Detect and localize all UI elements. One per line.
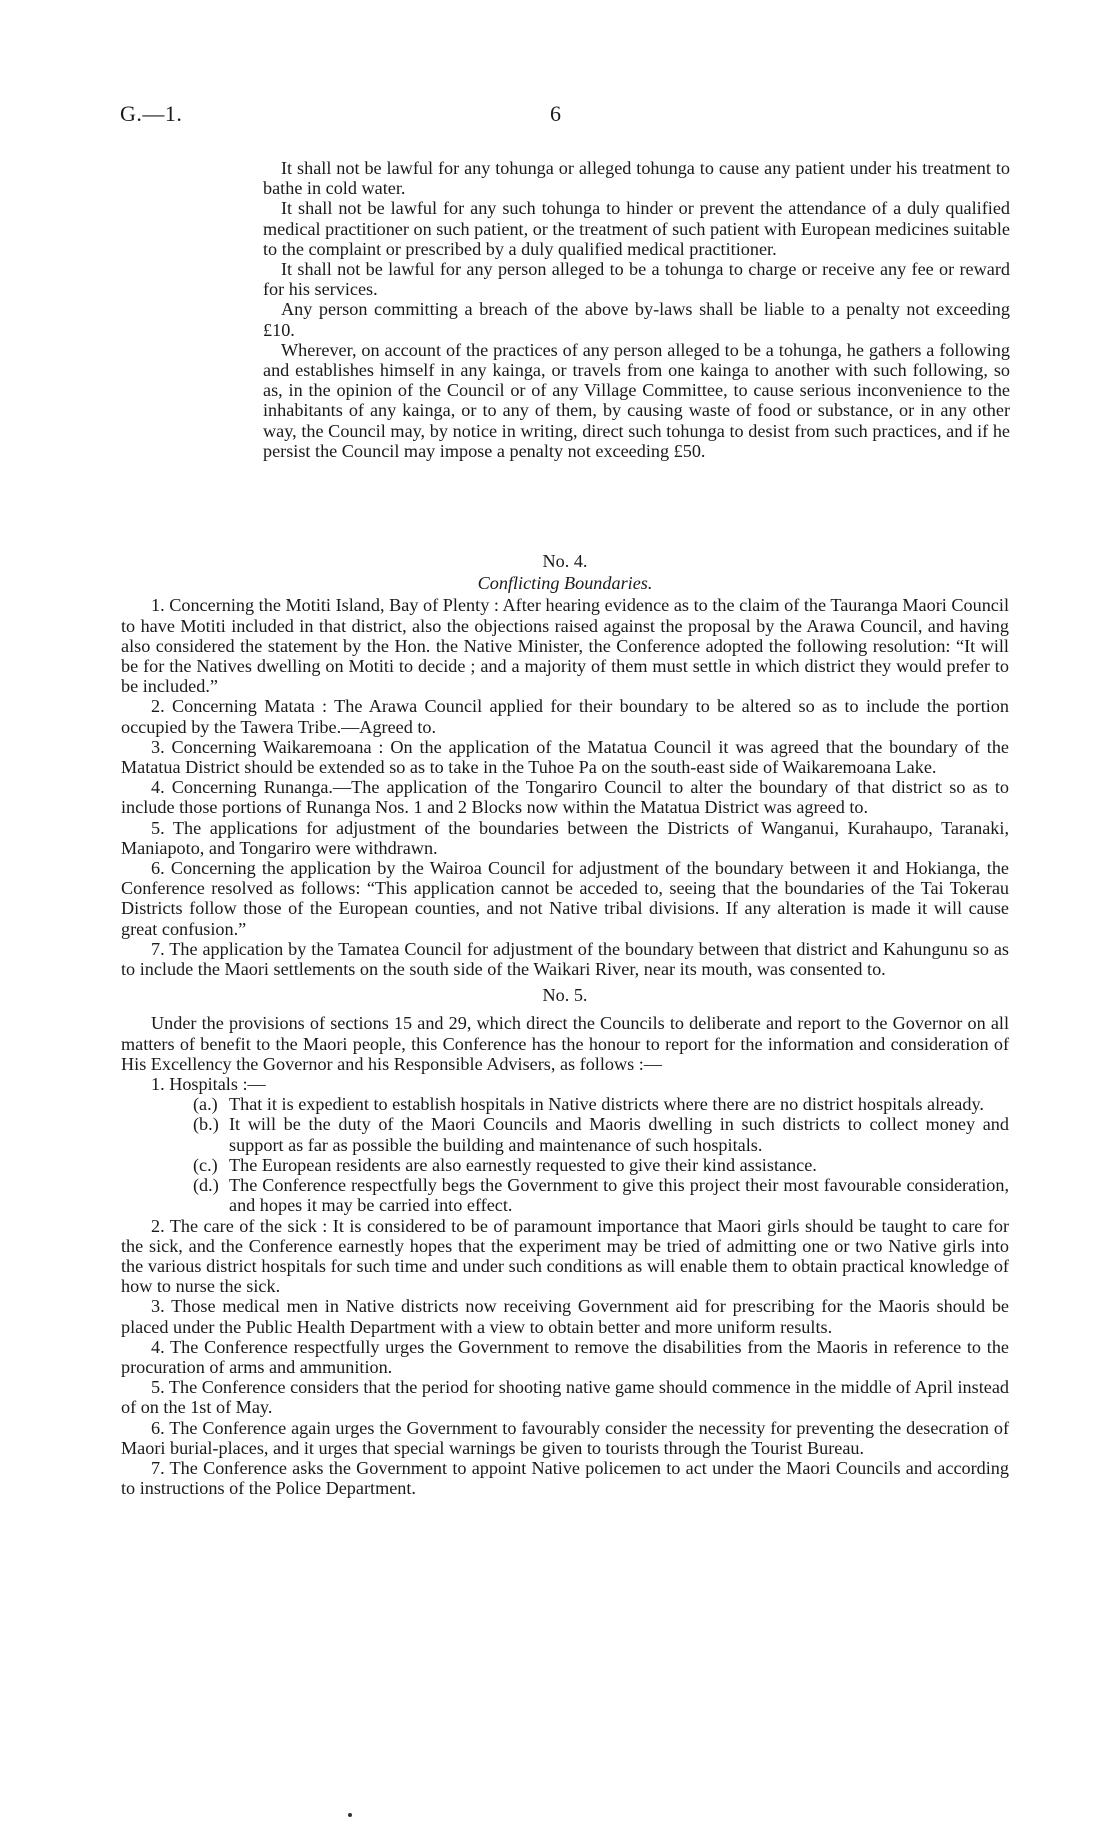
bylaw-paragraph: Any person committing a breach of the above by-laws shall be liable to a penalty not exceeding £10. xyxy=(263,299,1010,340)
section-4-title: Conflicting Boundaries. xyxy=(477,573,653,594)
hospital-subitems xyxy=(121,1094,1009,1215)
subitem-text: That it is expedient to establish hospitals in Native districts where there are no district hospitals already. xyxy=(229,1094,984,1115)
list-item: 6. The Conference again urges the Government to favourably consider the necessity for preventing the desecration of Maori burial-places, and it urges that special warnings be given to tourists through the Tourist Bureau. xyxy=(121,1417,1009,1458)
list-item: 7. The application by the Tamatea Council for adjustment of the boundary between that district and Kahungunu so as to include the Maori settlements on the south side of the Waikari River, near its mouth, was consented to. xyxy=(121,938,1009,980)
subitem-text: The European residents are also earnestly requested to give their kind assistance. xyxy=(229,1154,817,1175)
section-4-items xyxy=(121,595,1009,979)
subitem-text: The Conference respectfully begs the Government to give this project their most favourable consideration, and hopes it may be carried into effect. xyxy=(229,1175,1009,1216)
bylaw-paragraph: It shall not be lawful for any tohunga or alleged tohunga to cause any patient under his treatment to bathe in cold water. xyxy=(263,158,1010,199)
page-header xyxy=(120,101,1000,134)
list-item: 5. The applications for adjustment of the boundaries between the Districts of Wanganui, Kurahaupo, Taranaki, Maniapoto, and Tongariro were withdrawn. xyxy=(121,817,1009,858)
list-item: 2. Concerning Matata : The Arawa Council applied for their boundary to be altered so as to include the portion occupied by the Tawera Tribe.—Agreed to. xyxy=(121,696,1009,737)
hospitals-heading: 1. Hospitals :— xyxy=(151,1074,266,1095)
subitem-label: (d.) xyxy=(193,1175,219,1196)
section-5-items xyxy=(121,1216,1009,1499)
list-item xyxy=(121,1175,1009,1215)
bylaw-paragraph: It shall not be lawful for any person alleged to be a tohunga to charge or receive any fee or reward for his services. xyxy=(263,259,1010,300)
list-item: 3. Those medical men in Native districts now receiving Government aid for prescribing for the Maoris should be placed under the Public Health Department with a view to obtain better and more uniform results. xyxy=(121,1296,1009,1337)
subitem-label: (b.) xyxy=(193,1114,219,1135)
list-item: 3. Concerning Waikaremoana : On the application of the Matatua Council it was agreed that the boundary of the Matatua District should be extended so as to take in the Tuhoe Pa on the south-east side of Waikaremoana Lake. xyxy=(121,736,1009,778)
list-item: 2. The care of the sick : It is considered to be of paramount importance that Maori girls should be taught to care for the sick, and the Conference earnestly hopes that the experiment may be tried of admitting one or two Native girls into the various district hospitals for such time and under such conditions as will enable them to obtain practical knowledge of how to nurse the sick. xyxy=(121,1215,1009,1297)
list-item: 5. The Conference considers that the period for shooting native game should commence in the middle of April instead of on the 1st of May. xyxy=(121,1377,1009,1418)
list-item: 4. The Conference respectfully urges the Government to remove the disabilities from the Maoris in reference to the procuration of arms and ammunition. xyxy=(121,1336,1009,1377)
list-item: 6. Concerning the application by the Wairoa Council for adjustment of the boundary between it and Hokianga, the Conference resolved as follows: “This application cannot be acceded to, seeing that the boundaries of the Tai Tokerau Districts follow those of the European counties, and not Native tribal divisions. If any alteration is made it will cause great confusion.” xyxy=(121,858,1009,939)
section-3-continued xyxy=(263,158,1010,461)
section-5-intro: Under the provisions of sections 15 and 29, which direct the Councils to deliberate and report to the Governor on all matters of benefit to the Maori people, this Conference has the honour to report for the information and consideration of His Excellency the Governor and his Responsible Advisers, as follows :— xyxy=(121,1013,1009,1074)
section-4-number: No. 4. xyxy=(542,551,588,571)
document-reference: G.—1. xyxy=(120,101,183,126)
list-item: 1. Concerning the Motiti Island, Bay of Plenty : After hearing evidence as to the claim of the Tauranga Maori Council to have Motiti included in that district, also the objections raised against the proposal by the Arawa Council, and having also considered the statement by the Hon. the Native Minister, the Conference adopted the following resolution: “It will be for the Natives dwelling on Motiti to decide ; and a majority of them must settle in which district they would prefer to be included.” xyxy=(121,595,1009,697)
subitem-text: It will be the duty of the Maori Councils and Maoris dwelling in such districts to collect money and support as far as possible the building and maintenance of such hospitals. xyxy=(229,1114,1009,1155)
subitem-label: (a.) xyxy=(193,1094,218,1115)
page-mark xyxy=(348,1813,352,1817)
bylaw-paragraph: Wherever, on account of the practices of any person alleged to be a tohunga, he gathers a following and establishes himself in any kainga, or travels from one kainga to another with such following, so as, in the opinion of the Council or of any Village Committee, to cause serious inconvenience to the inhabitants of any kainga, or to any of them, by causing waste of food or substance, or in any other way, the Council may, by notice in writing, direct such tohunga to desist from such practices, and if he persist the Council may impose a penalty not exceeding £50. xyxy=(263,339,1010,461)
list-item: 4. Concerning Runanga.—The application of the Tongariro Council to alter the boundary of that district so as to include those portions of Runanga Nos. 1 and 2 Blocks now within the Matatua District was agreed to. xyxy=(121,777,1009,818)
section-5-number: No. 5. xyxy=(542,985,588,1006)
page-number: 6 xyxy=(550,101,561,126)
bylaw-paragraph: It shall not be lawful for any such tohunga to hinder or prevent the attendance of a duly qualified medical practitioner on such patient, or the treatment of such patient with European medicines suitable to the complaint or prescribed by a duly qualified medical practitioner. xyxy=(263,198,1010,259)
subitem-label: (c.) xyxy=(193,1154,218,1175)
list-item xyxy=(121,1155,1009,1175)
list-item xyxy=(121,1094,1009,1114)
list-item: 7. The Conference asks the Government to appoint Native policemen to act under the Maori Councils and according to instructions of the Police Department. xyxy=(121,1457,1009,1499)
list-item xyxy=(121,1114,1009,1154)
main-body xyxy=(121,535,1009,1498)
